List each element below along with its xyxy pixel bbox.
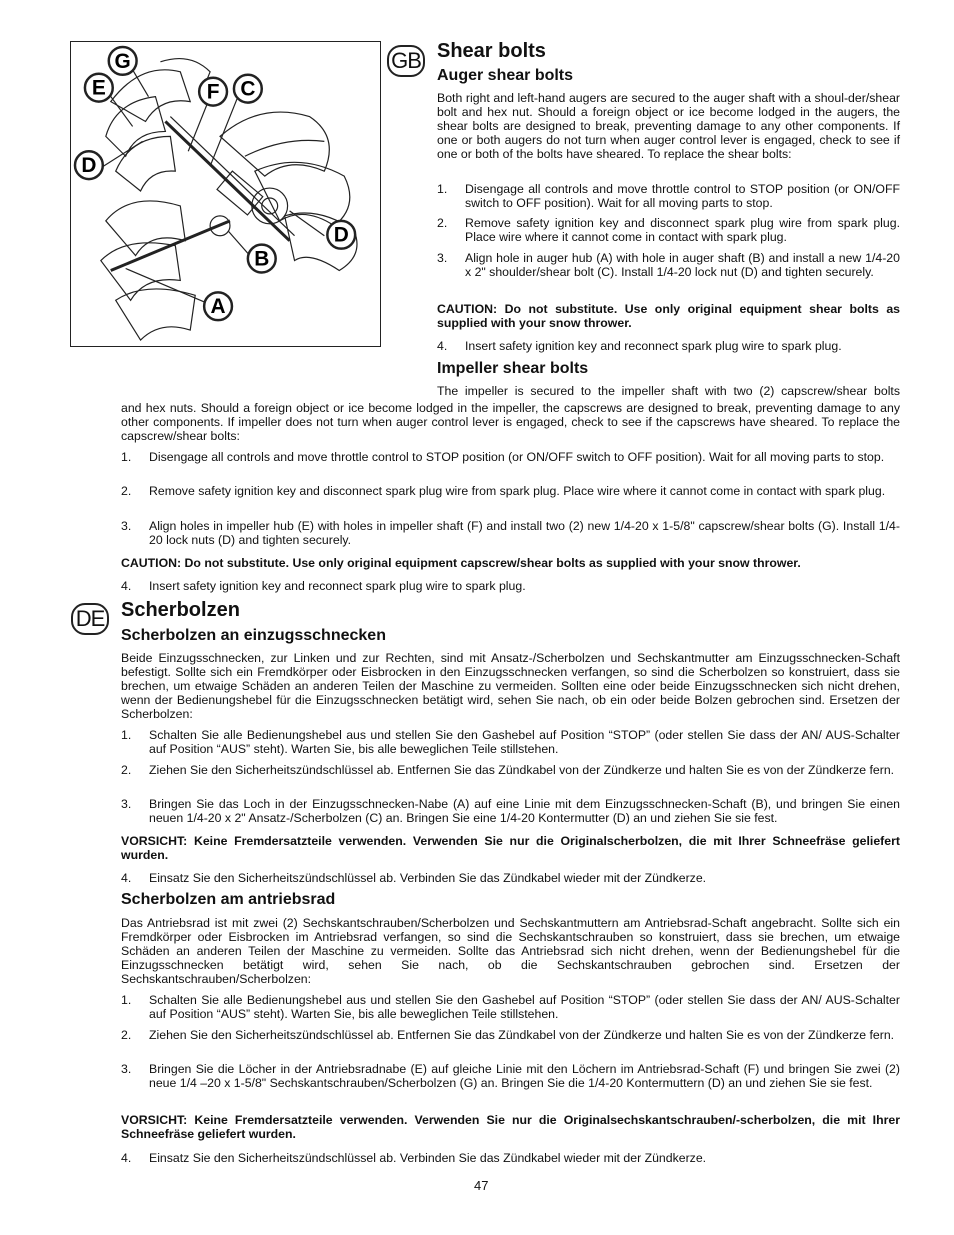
step-number: 3. [121, 797, 132, 811]
step-text: Ziehen Sie den Sicherheitszündschlüssel ab. Entfernen Sie das Zündkabel von der Zündkerze und halten Sie es von der Zündkerze fern. [149, 763, 895, 777]
auger-step-2-gb [437, 216, 900, 244]
page-number: 47 [474, 1178, 489, 1193]
step-number: 1. [121, 993, 132, 1007]
step-number: 3. [121, 519, 132, 533]
step-number: 2. [437, 216, 448, 230]
impeller-heading-gb: Impeller shear bolts [437, 360, 589, 377]
impeller-intro-gb: and hex nuts. Should a foreign object or ice become lodged in the impeller, the capscrews are designed to break, preventing damage to any other components. If impeller does not turn when auger control lever is engaged, check to see if the capscrews have sheared. To replace the capscrew/shear bolts: [121, 401, 900, 443]
impeller-step-3-de [121, 1062, 900, 1090]
step-number: 1. [121, 728, 132, 742]
impeller-intro-line1-gb: The impeller is secured to the impeller shaft with two (2) capscrew/shear bolts [437, 384, 900, 398]
step-number: 2. [121, 763, 132, 777]
step-number: 2. [121, 1028, 132, 1042]
auger-heading-de: Scherbolzen an einzugsschnecken [121, 627, 386, 644]
step-text: Remove safety ignition key and disconnect spark plug wire from spark plug. Place wire where it cannot come in contact with spark plug. [149, 484, 886, 498]
label-e: E [91, 76, 106, 100]
language-badge-de: DE [71, 603, 109, 635]
step-text: Disengage all controls and move throttle control to STOP position (or ON/OFF switch to OFF position). Wait for all moving parts to stop. [149, 450, 885, 464]
step-text: Remove safety ignition key and disconnect spark plug wire from spark plug. Place wire where it cannot come in contact with spark plug. [465, 216, 900, 244]
step-number: 2. [121, 484, 132, 498]
auger-intro-de: Beide Einzugsschnecken, zur Linken und zur Rechten, sind mit Ansatz-/Scherbolzen und Sechskantmutter am Einzugsschnecken-Schaft befestigt. Sollte sich ein Fremdkörper oder Eisbrocken in den Einzugsschnecken verfangen, so sind die Scherbolzen so konstruiert, dass sie brechen, um etwaige Schäden an anderen Teilen der Maschine zu vermeiden. Sollten eine oder beide Einzugsschnecken sich nicht drehen, wenn der Bedienungshebel für die Einzugsschnecken betätigt wird, sehen Sie nach, ob ein oder beide Bolzen gebrochen sind. Ersetzen der Scherbolzen: [121, 651, 900, 721]
impeller-step-2-gb [121, 484, 900, 498]
label-f: F [206, 80, 220, 104]
impeller-step-4-de [121, 1151, 900, 1165]
impeller-step-2-de [121, 1028, 900, 1042]
step-number: 3. [121, 1062, 132, 1076]
language-badge-gb: GB [387, 45, 425, 77]
impeller-intro-de: Das Antriebsrad ist mit zwei (2) Sechskantschrauben/Scherbolzen und Sechskantmuttern am Antriebsrad-Schaft angebracht. Sollte sich ein Fremdkörper oder Eisbrocken im Antriebsrad verfangen, so sind die Sechskantschrauben so konstruiert, dass sie brechen, um etwaige Schäden an anderen Teilen der Maschine zu vermeiden. Sollte das Antriebsrad sich nicht drehen, wenn der Bedienungshebel für die Einzugsschnecken betätigt wird, sehen Sie nach, ob die Sechskantschrauben gebrochen sind. Ersetzen der Sechskantschrauben/Scherbolzen: [121, 916, 900, 986]
auger-heading-gb: Auger shear bolts [437, 67, 574, 84]
step-number: 1. [121, 450, 132, 464]
impeller-caution-de: VORSICHT: Keine Fremdersatzteile verwenden. Verwenden Sie nur die Originalsechskantschrauben/-scherbolzen, die mit Ihrer Schneefräse geliefert wurden. [121, 1113, 900, 1141]
step-number: 4. [121, 579, 132, 593]
step-text: Schalten Sie alle Bedienungshebel aus und stellen Sie den Gashebel auf Position “STOP” (oder stellen Sie dass der AN/ AUS-Schalter auf Position “AUS” steht). Warten Sie, bis alle beweglichen Teile stillstehen. [149, 728, 900, 756]
step-number: 3. [437, 251, 448, 265]
label-d-left: D [81, 154, 97, 178]
impeller-step-4-gb [121, 579, 900, 593]
step-text: Insert safety ignition key and reconnect spark plug wire to spark plug. [465, 339, 842, 353]
step-number: 4. [121, 1151, 132, 1165]
impeller-caution-gb: CAUTION: Do not substitute. Use only original equipment capscrew/shear bolts as supplied with your snow thrower. [121, 556, 801, 570]
step-number: 1. [437, 182, 448, 196]
auger-caution-gb: CAUTION: Do not substitute. Use only original equipment shear bolts as supplied with your snow thrower. [437, 302, 900, 330]
impeller-step-3-gb [121, 519, 900, 547]
auger-step-3-gb [437, 251, 900, 279]
auger-caution-de: VORSICHT: Keine Fremdersatzteile verwenden. Verwenden Sie nur die Originalscherbolzen, die mit Ihrer Schneefräse geliefert wurden. [121, 834, 900, 862]
step-number: 4. [121, 871, 132, 885]
step-number: 4. [437, 339, 448, 353]
step-text: Align holes in impeller hub (E) with holes in impeller shaft (F) and install two (2) new 1/4-20 x 1-5/8" capscrew/shear bolts (G). Install 1/4-20 lock nuts (D) and tighten securely. [149, 519, 900, 547]
label-d-right: D [333, 223, 349, 247]
auger-step-2-de [121, 763, 900, 777]
auger-step-3-de [121, 797, 900, 825]
impeller-step-1-gb [121, 450, 900, 464]
impeller-step-1-de [121, 993, 900, 1021]
auger-step-1-gb [437, 182, 900, 210]
label-g: G [114, 49, 131, 73]
auger-step-1-de [121, 728, 900, 756]
auger-assembly-drawing [71, 42, 380, 346]
auger-intro-gb: Both right and left-hand augers are secured to the auger shaft with a shoul-der/shear bolt and hex nut. Should a foreign object or ice become lodged in the augers, the shear bolts are designed to break, preventing damage to any other components. If one or both augers do not turn when auger control lever is engaged, check to see if one or both of the bolts have sheared. To replace the shear bolts: [437, 91, 900, 161]
step-text: Einsatz Sie den Sicherheitszündschlüssel ab. Verbinden Sie das Zündkabel wieder mit der Zündkerze. [149, 1151, 707, 1165]
auger-illustration [70, 41, 381, 347]
step-text: Insert safety ignition key and reconnect spark plug wire to spark plug. [149, 579, 526, 593]
section-title-gb: Shear bolts [437, 40, 546, 62]
step-text: Align hole in auger hub (A) with hole in auger shaft (B) and install a new 1/4-20 x 2" shoulder/shear bolt (C). Install 1/4-20 lock nut (D) and tighten securely. [465, 251, 900, 279]
step-text: Disengage all controls and move throttle control to STOP position (or ON/OFF switch to OFF position). Wait for all moving parts to stop. [465, 182, 900, 210]
step-text: Einsatz Sie den Sicherheitszündschlüssel ab. Verbinden Sie das Zündkabel wieder mit der Zündkerze. [149, 871, 707, 885]
step-text: Bringen Sie das Loch in der Einzugsschnecken-Nabe (A) auf eine Linie mit dem Einzugsschnecken-Schaft (B), und bringen Sie einen neuen 1/4-20 x 2" Ansatz-/Scherbolzen (C) an. Bringen Sie eine 1/4-20 Kontermutter (D) an und ziehen Sie sie fest. [149, 797, 900, 825]
auger-step-4-gb [437, 339, 900, 353]
label-c: C [240, 77, 256, 101]
label-a: A [210, 295, 226, 319]
impeller-heading-de: Scherbolzen am antriebsrad [121, 891, 336, 908]
step-text: Ziehen Sie den Sicherheitszündschlüssel ab. Entfernen Sie das Zündkabel von der Zündkerze und halten Sie es von der Zündkerze fern. [149, 1028, 895, 1042]
step-text: Bringen Sie die Löcher in der Antriebsradnabe (E) auf gleiche Linie mit den Löchern im Antriebsrad-Schaft (F) und bringen Sie zwei (2) neue 1/4 –20 x 1-5/8" Sechskantschrauben/Scherbolzen (G) an. Bringen Sie die 1/4-20 Kontermuttern (D) an und ziehen Sie sie fest. [149, 1062, 900, 1090]
section-title-de: Scherbolzen [121, 599, 240, 621]
auger-step-4-de [121, 871, 900, 885]
step-text: Schalten Sie alle Bedienungshebel aus und stellen Sie den Gashebel auf Position “STOP” (oder stellen Sie dass der AN/ AUS-Schalter auf Position “AUS” steht). Warten Sie, bis alle beweglichen Teile stillstehen. [149, 993, 900, 1021]
label-b: B [254, 247, 270, 271]
